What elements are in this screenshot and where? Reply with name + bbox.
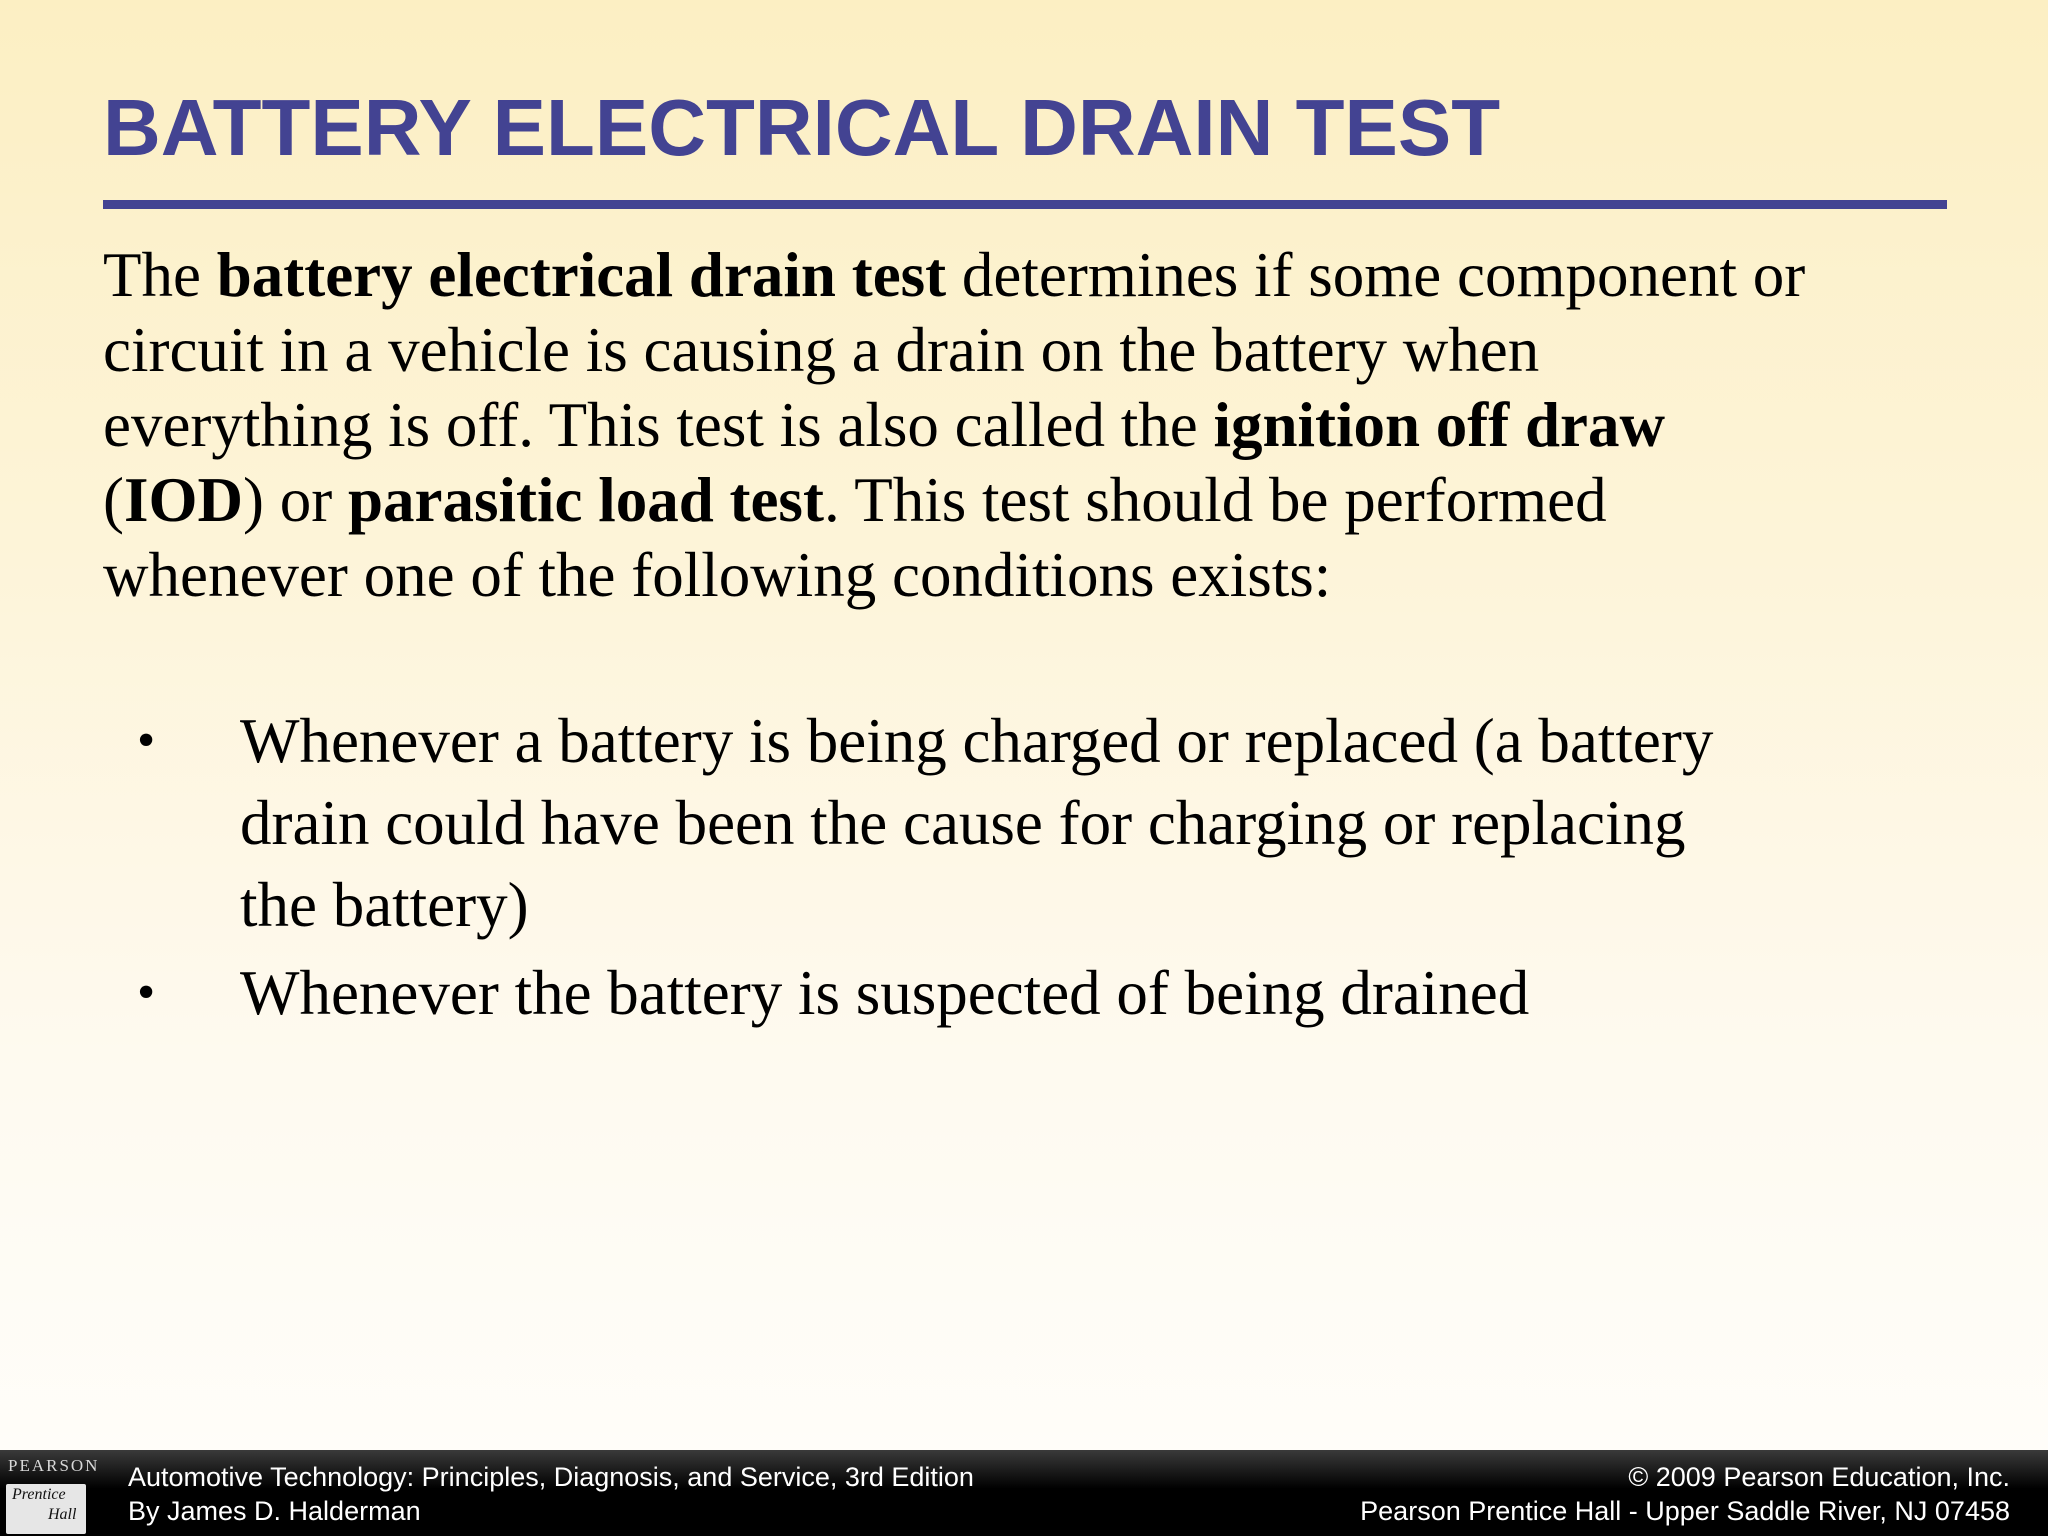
term-battery-electrical-drain-test: battery electrical drain test xyxy=(216,240,947,310)
intro-text: everything is off. This test is also called the xyxy=(103,390,1214,460)
list-item-line: Whenever a battery is being charged or replaced (a battery xyxy=(240,706,1714,776)
list-item-line: drain could have been the cause for charging or replacing xyxy=(240,788,1686,858)
footer-right xyxy=(1360,1460,2010,1528)
bullet-icon: • xyxy=(137,964,156,1021)
intro-text: The xyxy=(103,240,217,310)
title-underline xyxy=(103,200,1947,209)
list-item xyxy=(0,700,2048,946)
intro-line xyxy=(103,463,2003,538)
intro-line: whenever one of the following conditions exists: xyxy=(103,540,1332,610)
logo-sub: Prentice xyxy=(12,1486,66,1503)
book-title: Automotive Technology: Principles, Diagnosis, and Service, 3rd Edition xyxy=(128,1462,974,1492)
logo-brand: PEARSON xyxy=(8,1456,100,1475)
list-item-line: the battery) xyxy=(240,870,529,940)
list-item-line: Whenever the battery is suspected of being drained xyxy=(240,958,1530,1028)
term-parasitic-load-test: parasitic load test xyxy=(347,465,824,535)
author: By James D. Halderman xyxy=(128,1496,421,1526)
footer-bar xyxy=(0,1450,2048,1536)
logo-sub: Hall xyxy=(48,1506,77,1523)
term-ignition-off-draw: ignition off draw xyxy=(1213,390,1665,460)
slide-title: BATTERY ELECTRICAL DRAIN TEST xyxy=(103,83,1501,172)
term-iod: IOD xyxy=(123,465,244,535)
intro-line: circuit in a vehicle is causing a drain on the battery when xyxy=(103,315,1540,385)
intro-line xyxy=(103,388,2003,463)
copyright: © 2009 Pearson Education, Inc. xyxy=(1628,1462,2010,1492)
intro-line xyxy=(103,238,2003,313)
footer-left xyxy=(128,1460,974,1528)
intro-text: . This test should be performed xyxy=(823,465,1607,535)
bullet-icon: • xyxy=(137,712,156,769)
intro-text: ( xyxy=(103,465,124,535)
intro-paragraph xyxy=(103,238,2003,613)
intro-text: ) or xyxy=(243,465,348,535)
intro-text: determines if some component or xyxy=(946,240,1806,310)
conditions-list xyxy=(0,700,2048,1040)
list-item xyxy=(0,952,2048,1034)
pearson-prentice-hall-logo xyxy=(0,1456,100,1536)
publisher: Pearson Prentice Hall - Upper Saddle River, NJ 07458 xyxy=(1360,1496,2010,1526)
